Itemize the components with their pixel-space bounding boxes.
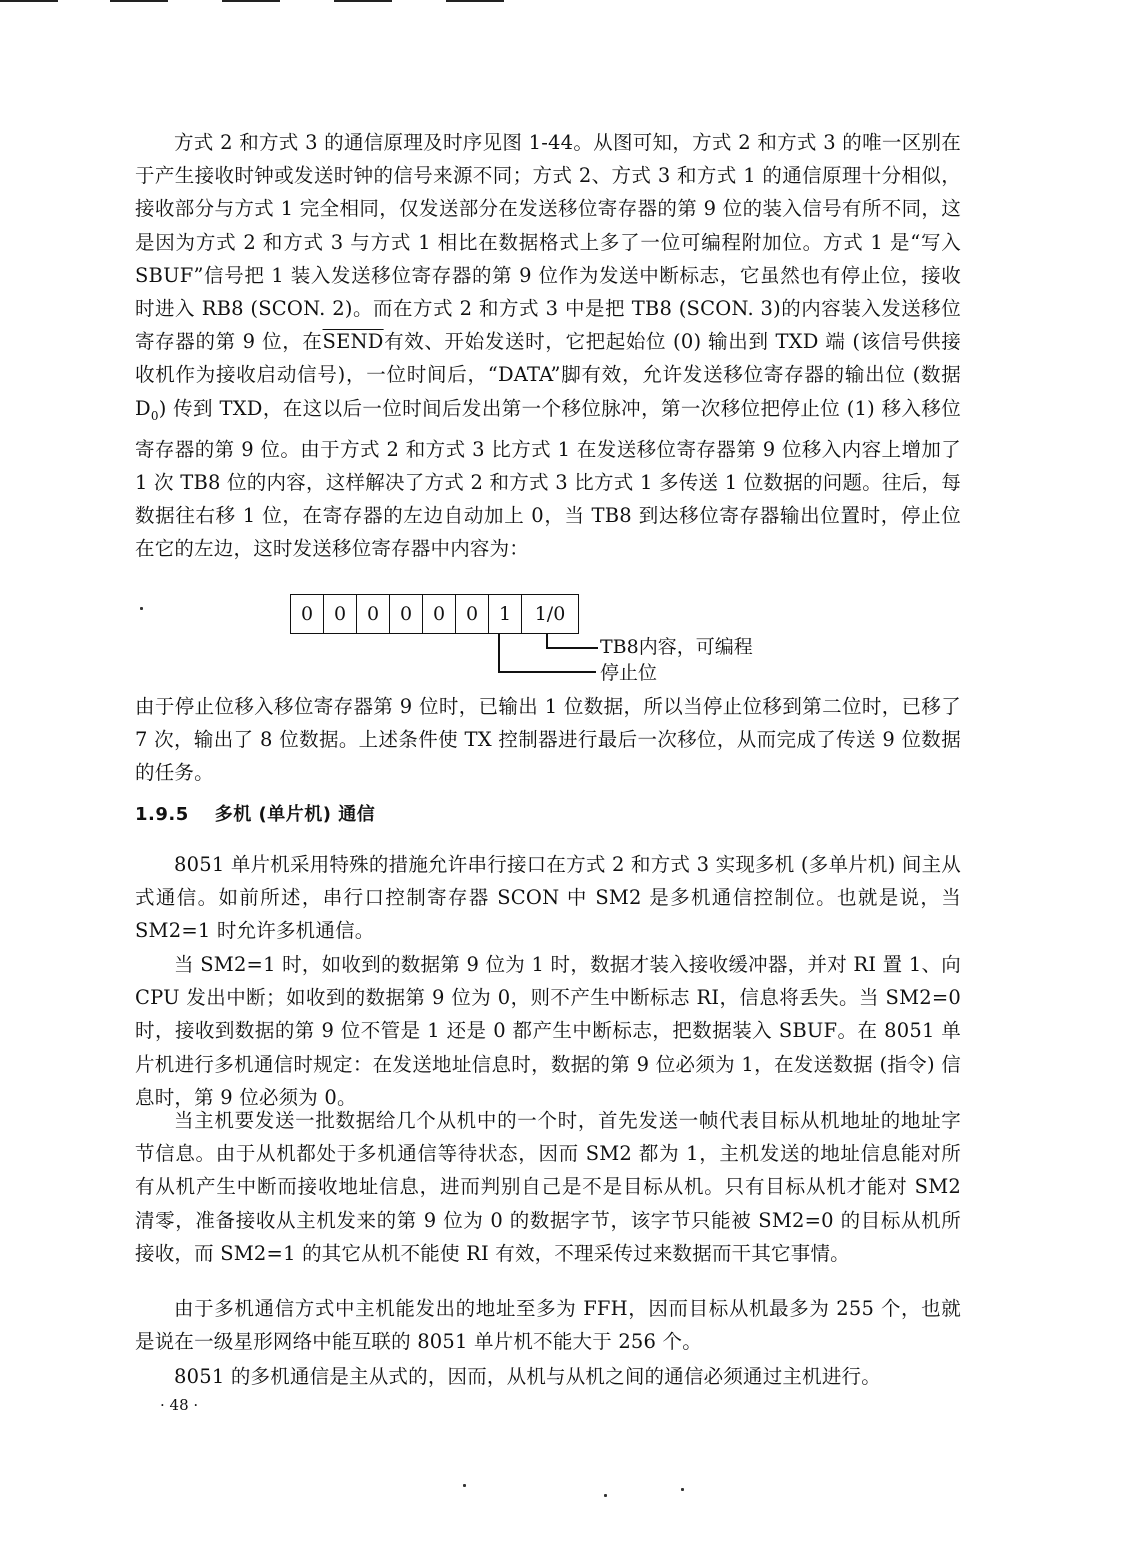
register-cell: 0	[456, 595, 489, 633]
top-rule	[110, 0, 168, 2]
register-cell: 1	[489, 595, 522, 633]
leader-line-tb8	[546, 647, 598, 649]
scan-speck	[463, 1484, 466, 1487]
top-rule	[334, 0, 392, 2]
scan-speck	[681, 1488, 684, 1491]
register-cell: 0	[390, 595, 423, 633]
scan-speck	[140, 607, 143, 610]
leader-line-tb8	[546, 634, 548, 648]
register-cell: 0	[291, 595, 324, 633]
paragraph-mode2-mode3	[135, 126, 961, 566]
paragraph-sm2-rules: 当 SM2=1 时，如收到的数据第 9 位为 1 时，数据才装入接收缓冲器，并对 RI 置 1、向 CPU 发出中断；如收到的数据第 9 位为 0，则不产生中断标志 RI，信息将丢失。当 SM2=0 时，接收到数据的第 9 位不管是 1 还是 0 都产生中断标志，把数据装入 SBUF。在 8051 单片机进行多机通信时规定：在发送地址信息时，数据的第 9 位必须为 1，在发送数据 (指令) 信息时，第 9 位必须为 0。	[135, 953, 961, 1109]
paragraph-max-slaves: 由于多机通信方式中主机能发出的地址至多为 FFH，因而目标从机最多为 255 个，也就是说在一级星形网络中能互联的 8051 单片机不能大于 256 个。	[135, 1297, 961, 1354]
paragraph-master-slave: 8051 的多机通信是主从式的，因而，从机与从机之间的通信必须通过主机进行。	[174, 1365, 881, 1388]
paragraph-multi-intro: 8051 单片机采用特殊的措施允许串行接口在方式 2 和方式 3 实现多机 (多单片机) 间主从式通信。如前所述，串行口控制寄存器 SCON 中 SM2 是多机通信控制位。也就是说，当 SM2=1 时允许多机通信。	[135, 853, 961, 943]
top-rule	[0, 0, 58, 2]
label-tb8: TB8内容，可编程	[600, 636, 753, 658]
shift-register-diagram	[290, 594, 579, 634]
leader-line-stop	[498, 634, 500, 672]
leader-line-stop	[498, 671, 596, 673]
section-title: 多机 (单片机) 通信	[214, 804, 376, 825]
top-rule	[446, 0, 504, 2]
paragraph-text: ) 传到 TXD，在这以后一位时间后发出第一个移位脉冲，第一次移位把停止位 (1) 移入移位寄存器的第 9 位。由于方式 2 和方式 3 比方式 1 在发送移位寄存器第 9 位移入内容上增加了 1 次 TB8 位的内容，这样解决了方式 2 和方式 3 比方式 1 多传送 1 位数据的问题。往后，每数据往右移 1 位，在寄存器的左边自动加上 0，当 TB8 到达移位寄存器输出位置时，停止位在它的左边，这时发送移位寄存器中内容为：	[135, 396, 961, 561]
paragraph-text: 方式 2 和方式 3 的通信原理及时序见图 1-44。从图可知，方式 2 和方式 3 的唯一区别在于产生接收时钟或发送时钟的信号来源不同；方式 2、方式 3 和方式 1 的通信原理十分相似，接收部分与方式 1 完全相同，仅发送部分在发送移位寄存器的第 9 位的装入信号有所不同，这是因为方式 2 和方式 3 与方式 1 相比在数据格式上多了一位可编程附加位。方式 1 是“写入 SBUF”信号把 1 装入发送移位寄存器的第 9 位作为发送中断标志，它虽然也有停止位，接收时进入 RB8 (SCON. 2)。而在方式 2 和方式 3 中是把 TB8 (SCON. 3)的内容装入发送移位寄存器的第 9 位，在	[135, 131, 961, 354]
send-signal-overline: SEND	[322, 330, 384, 354]
register-cell: 0	[423, 595, 456, 633]
section-heading	[135, 800, 375, 826]
register-cell: 1/0	[534, 603, 566, 625]
section-number: 1.9.5	[135, 804, 189, 825]
register-cell: 0	[357, 595, 390, 633]
paragraph-stop-bit: 由于停止位移入移位寄存器第 9 位时，已输出 1 位数据，所以当停止位移到第二位时，已移了 7 次，输出了 8 位数据。上述条件使 TX 控制器进行最后一次移位，从而完成了传送 9 位数据的任务。	[135, 695, 961, 785]
register-cell: 0	[324, 595, 357, 633]
paragraph-text: 有效、开始发送时，它把起始位 (0) 输出到 TXD 端 (该信号供接收机作为接收启动信号)，一位时间后，“DATA”脚有效，允许发送移位寄存器的输出位 (数据 D	[135, 330, 961, 420]
subscript: 0	[150, 408, 159, 423]
page-number: · 48 ·	[160, 1396, 199, 1414]
scan-speck	[604, 1494, 607, 1497]
paragraph-master-send: 当主机要发送一批数据给几个从机中的一个时，首先发送一帧代表目标从机地址的地址字节信息。由于从机都处于多机通信等待状态，因而 SM2 都为 1，主机发送的地址信息能对所有从机产生中断而接收地址信息，进而判别自己是不是目标从机。只有目标从机才能对 SM2 清零，准备接收从主机发来的第 9 位为 0 的数据字节，该字节只能被 SM2=0 的目标从机所接收，而 SM2=1 的其它从机不能使 RI 有效，不理采传过来数据而干其它事情。	[135, 1109, 961, 1265]
label-stop-bit: 停止位	[600, 662, 658, 684]
top-rule	[222, 0, 280, 2]
